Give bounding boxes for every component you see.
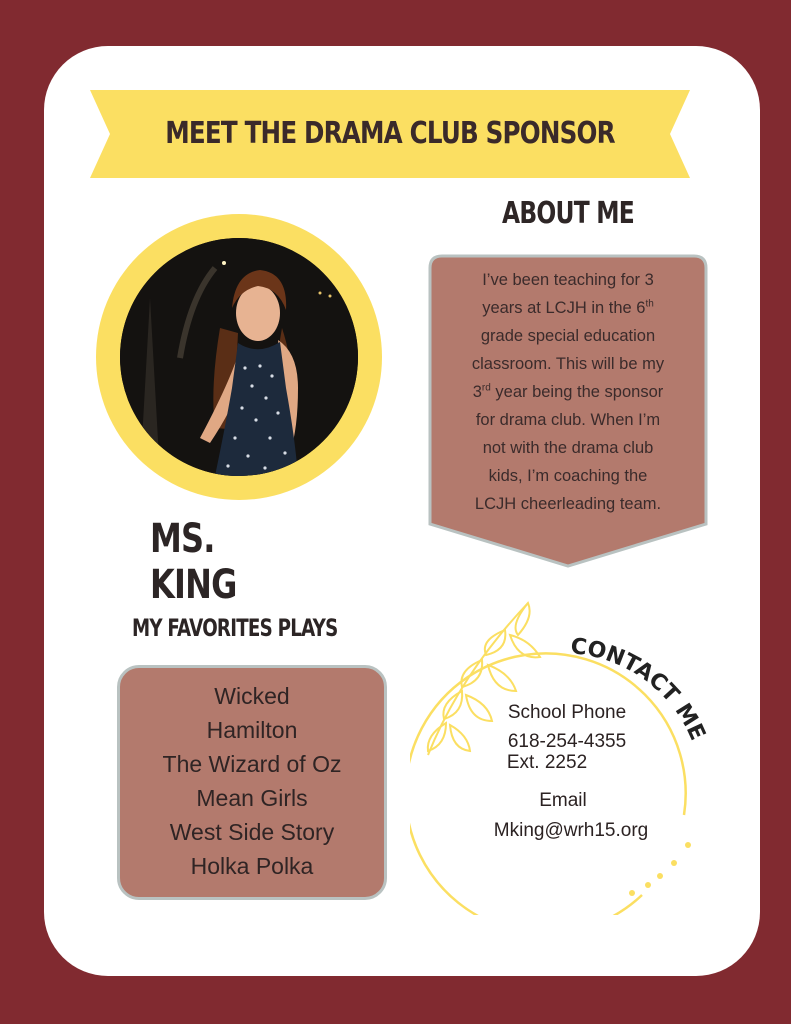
email-label: Email — [539, 790, 587, 811]
favorites-heading: MY FAVORITES PLAYS — [132, 614, 338, 642]
sponsor-photo — [120, 238, 358, 476]
title-banner — [90, 90, 690, 178]
about-text — [448, 266, 688, 518]
page-title: MEET THE DRAMA CLUB SPONSOR — [165, 116, 615, 151]
about-line: for drama club. When I’m — [475, 411, 661, 429]
contact-heading: CONTACT ME — [569, 634, 710, 745]
about-line: years at LCJH in the 6th — [482, 298, 654, 317]
about-heading: ABOUT ME — [502, 196, 634, 231]
contact-ring — [410, 653, 686, 915]
about-line: LCJH cheerleading team. — [474, 495, 662, 513]
phone-extension: Ext. 2252 — [506, 752, 588, 773]
list-item: Hamilton — [206, 717, 298, 743]
about-line: 3rd year being the sponsor — [472, 382, 664, 401]
list-item: West Side Story — [169, 819, 335, 845]
sponsor-name: MS. KING — [150, 516, 237, 608]
contact-dots — [629, 842, 691, 896]
list-item: Holka Polka — [190, 853, 314, 879]
list-item: The Wizard of Oz — [162, 751, 342, 777]
email-address[interactable]: Mking@wrh15.org — [493, 820, 649, 841]
about-line: kids, I’m coaching the — [488, 467, 648, 485]
about-line: I’ve been teaching for 3 — [482, 271, 654, 289]
phone-label: School Phone — [507, 702, 627, 723]
phone-number: 618-254-4355 — [507, 731, 627, 752]
about-line: classroom. This will be my — [471, 355, 665, 373]
sponsor-photo-illustration — [120, 238, 358, 476]
about-line: grade special education — [480, 327, 656, 345]
about-line: not with the drama club — [482, 439, 654, 457]
list-item: Wicked — [214, 683, 290, 709]
list-item: Mean Girls — [196, 785, 308, 811]
favorites-list — [117, 679, 387, 883]
